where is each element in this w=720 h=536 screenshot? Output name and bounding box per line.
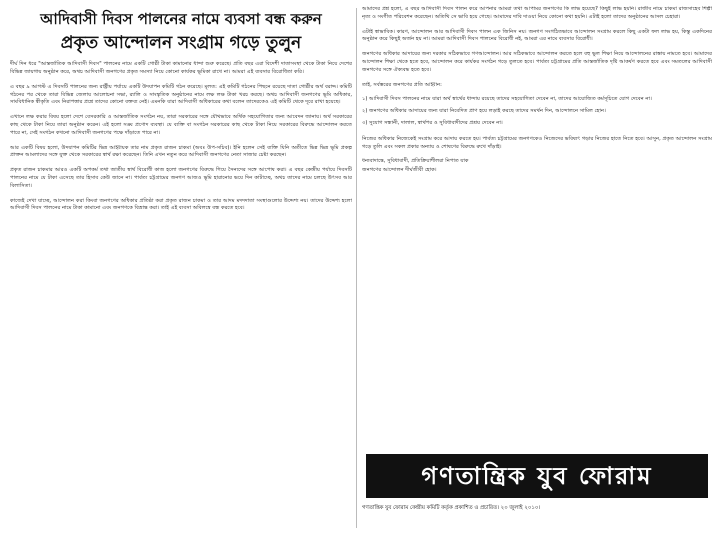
demand-item-1: ১) আদিবাসী দিবস পালনের নামে যারা অর্থ স্বার্থের ধান্দায় রয়েছে তাদের সহযোগিতা দেবেন না, তাদের আয়োজিত কর্মসূচিতে যোগ দেবেন না। <box>362 96 652 103</box>
appeal-heading: তাই, সর্বস্তরের জনগণের প্রতি আহ্বান: <box>362 81 442 88</box>
closing-paragraph: নিজের অধিকার নিজেকেই সংগ্রাম করে আদায় করতে হয়। পার্বত্য চট্টগ্রামের জনগণকেও নিজেদের ভবিষ্যৎ গড়ার নিজের হাতে নিতে হবে। আসুন, প্রকৃত আন্দোলন সংগ্রাম গড়ে তুলি এবং সকল প্রকার অন্যায় ও শোষণের বিরুদ্ধে রুখে দাঁড়াই। <box>362 135 712 150</box>
right-paragraph-1: আমাদের প্রশ্ন হলো, এ বছর আদিবাসী দিবস পালন করে আপনার আমরা তথা আপামর জনগণের কি লাভ হয়েছে? কিছুই লাভ হয়নি। রাজীব নামে চাকমা রাজসাহেব শিল্পী নৃত্য ও সংগীত পরিবেশন করেছেন। অতিথি সে ভাবি হয়ে গেছে। আমাদের দাবি দাওয়া নিয়ে কোনো কথা হয়নি। এটাই হলো তাদের অনুষ্ঠানের আসল চেহারা। <box>362 6 712 20</box>
column-divider <box>356 8 357 528</box>
publisher-footer: গণতান্ত্রিক যুব ফোরাম কেন্দ্রীয় কমিটি কর্তৃক প্রকাশিত ও প্রচারিত। ২০ জুলাই ২০১০। <box>362 505 541 511</box>
headline-line1: আদিবাসী দিবস পালনের নামে ব্যবসা বন্ধ করুন <box>40 10 322 28</box>
right-paragraph-2: এটাই স্বাভাবিক। কারণ, আন্দোলন আর আদিবাসী দিবস পালন এক জিনিস নয়। জনগণ সংগঠিতভাবে আন্দোলন সংগ্রাম করলে কিছু একটা ফল লাভ হয়, কিন্তু একদিনের অনুষ্ঠান করে কিছুই অর্জন হয় না। আমরা আদিবাসী দিবস পালনের বিরোধী নই, আমরা এর নামে ব্যবসার বিরোধী। <box>362 28 712 43</box>
organization-banner: গণতান্ত্রিক যুব ফোরাম <box>366 454 708 498</box>
signoff-line-1: ধন্যবাদান্তে, সুবিধাবাদী, প্রতিক্রিয়াশীলরা নিপাত যাক <box>362 158 469 165</box>
headline-line2: প্রকৃত আন্দোলন সংগ্রাম গড়ে তুলুন <box>60 32 302 53</box>
left-paragraph-1: দীর্ঘ দিন ধরে "আন্তর্জাতিক আদিবাসী দিবস" পালনের নামে একটি গোষ্ঠী টাকা কামানোর ধান্দা শুরু করেছে। প্রতি বছর এরা বিদেশী দাতাসংস্থা থেকে টাকা নিয়ে দেশের বিভিন্ন জায়গায় অনুষ্ঠান করে, অথচ আদিবাসী জনগণের প্রকৃত সমস্যা নিয়ে কোনো কার্যকর ভূমিকা রাখে না। আমরা এই ব্যবসার বিরোধিতা করি। <box>10 61 352 75</box>
demand-item-2: ২) জনগণের অধিকার আদায়ের জন্য যারা নিবেদিত প্রাণ হয়ে লড়াই করছে তাদের সমর্থন দিন, আন্দোলনে সামিল হোন। <box>362 108 606 115</box>
right-paragraph-3: জনগণের অধিকার আদায়ের জন্য দরকার সঠিকভাবে গণআন্দোলন। আর সঠিকভাবে আন্দোলন করতে হলে বহু ভুল শিক্ষা নিয়ে আন্দোলনের রাস্তায় নামতে হবে। আমাদের আন্দোলন শিক্ষা থেকে হতে হবে, আন্দোলন করে কার্যকর সংগঠন গড়ে তুলতে হবে। পার্বত্য চট্টগ্রামের প্রতি আন্তর্জাতিক দৃষ্টি আকর্ষণ করতে হবে এবং সমতলের আদিবাসী জনগণের সঙ্গে ঐক্যবদ্ধ হতে হবে। <box>362 51 712 73</box>
signoff-line-2: জনগণের আন্দোলন দীর্ঘজীবী হোক। <box>362 167 437 174</box>
left-paragraph-6: কাজেই দেখা যাচ্ছে, আন্দোলন করা কিংবা জনগণের অধিকার প্রতিষ্ঠা করা প্রকৃত রাজন চাকমা ও তার আদম মদদদাতা সংস্থাগুলোর উদ্দেশ্য নয়। তাদের উদ্দেশ্য হলো আদিবাসী দিবস পালনের নামে টাকা কামানো এবং জনগণকে বিভ্রান্ত করা। তাই এই ব্যবসা অবিলম্বে বন্ধ করতে হবে। <box>10 197 352 212</box>
demands-list <box>362 96 712 127</box>
left-column <box>10 6 352 532</box>
demand-item-3: ৩) সুযোগ সন্ধানী, দালাল, স্বার্থপর ও সুবিধাবাদীদের প্রশ্রয় দেবেন না। <box>362 119 503 126</box>
left-paragraph-3: এখানে লক্ষ করার বিষয় হলো দেশে বেসরকারি ও আন্তর্জাতিক সংগঠন নয়, তারা সরকারের সঙ্গে যৌথভাবে অর্থিক সহযোগিতার জন্য আবেদন জানায়। অর্থ সরকারের কাছ থেকে টাকা নিয়ে তারা অনুষ্ঠান করেন। এই হলো সঙ্ঘ প্রণোদ ব্যবস্থা। যে ব্যক্তি বা সংগঠন সরকারের কাছ থেকে টাকা নিয়ে সরকারের বিরুদ্ধে আন্দোলন করতে পারে না, সেই সংগঠন কখনো আদিবাসী জনগণের পক্ষে দাঁড়াতে পারে না। <box>10 114 352 136</box>
left-paragraph-2: এ বছর ৯ আগস্ট এ দিবসটি পালনের জন্য রাষ্ট্রীয় পর্যায়ে একটি উদযাপন কমিটি গঠন করেছে। মূলত: এই কমিটি গঠনের পিছনে রয়েছে দাতা গোষ্ঠীর অর্থ বরাদ্দ। কমিটি গঠনের পর থেকে তারা বিভিন্ন জেলায় আলোচনা সভা, র‍্যালি ও সাংস্কৃতিক অনুষ্ঠানের নামে লক্ষ লক্ষ টাকা খরচ করছে। অথচ আদিবাসী জনগণের ভূমি অধিকার, সাংবিধানিক স্বীকৃতি এবং নিরাপত্তার প্রশ্নে তাদের কোনো বক্তব্য নেই। এমনকি যারা আদিবাসী অধিকারের কথা বলেন তাদেরকেও এই কমিটি থেকে দূরে রাখা হয়েছে। <box>10 83 352 106</box>
left-paragraph-5: প্রকৃত রাজন চাকমার আরও একটি অপকর্ম তথা জাতীয় স্বার্থ বিরোধী কাজ হলো জনগণের বিরুদ্ধে গিয়ে সৈন্যদের সঙ্গে আপোষ করা। এ বছর কেন্দ্রীয় পর্যায়ে দিবসটি পালনের নামে যে টাকা এসেছে তার হিসাব কেউ জানে না। পার্বত্য চট্টগ্রামের জনগণ আজও ভূমি হারানোর ভয়ে দিন কাটাচ্ছে, অথচ তাদের নামে চলছে উৎসব আর বিলাসিতা। <box>10 167 352 189</box>
left-paragraph-4: আর একটি বিষয় হলো, উদযাপন কমিটির ভিন্ন আহ্বায়ক তার নাম প্রকৃত রাজন চাকমা (অবঃ উপ-সচিব)। ইনি হলেন সেই ব্যক্তি যিনি অতীতে ভিন্ন ভিন্ন ভূমি প্রকল্প প্রাক্তন আমলাদের সঙ্গে যুক্ত থেকে সরকারের স্বার্থ রক্ষা করেছেন। তিনি এখন নতুন করে আদিবাসী জনগণের নেতা সাজার চেষ্টা করছেন। <box>10 144 352 159</box>
right-column <box>362 6 712 532</box>
